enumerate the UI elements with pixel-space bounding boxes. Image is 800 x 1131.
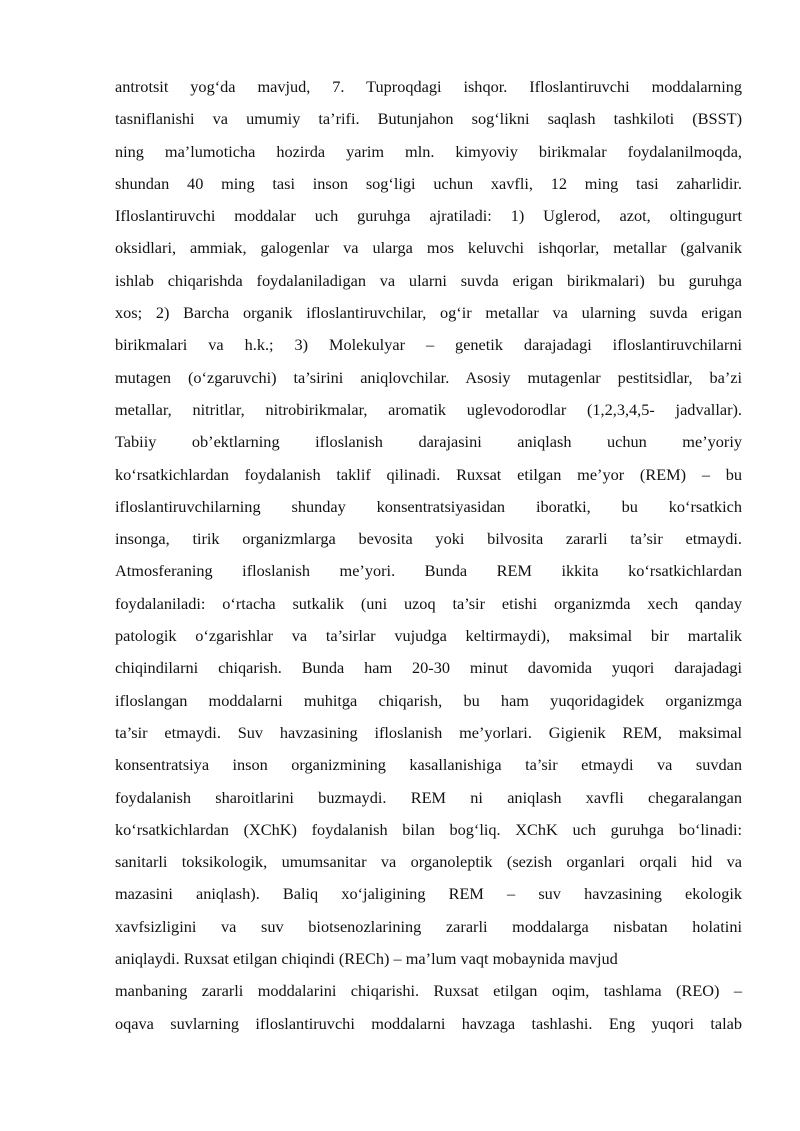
body-text — [115, 71, 742, 1040]
text-line-12: Tabiiy ob’ektlarning ifloslanish darajasini aniqlash uchun me’yoriy — [115, 432, 742, 452]
text-line-13: ko‘rsatkichlardan foydalanish taklif qilinadi. Ruxsat etilgan me’yor (REM) – bu — [115, 464, 742, 484]
text-line-6: oksidlari, ammiak, galogenlar va ularga mos keluvchi ishqorlar, metallar (galvanik — [115, 238, 742, 258]
text-line-23: foydalanish sharoitlarini buzmaydi. REM ni aniqlash xavfli chegaralangan — [115, 787, 742, 807]
text-line-17: foydalaniladi: o‘rtacha sutkalik (uni uzoq ta’sir etishi organizmda xech qanday — [115, 593, 742, 613]
text-line-11: metallar, nitritlar, nitrobirikmalar, aromatik uglevodorodlar (1,2,3,4,5- jadvallar). — [115, 399, 742, 419]
text-line-16: Atmosferaning ifloslanish me’yori. Bunda REM ikkita ko‘rsatkichlardan — [115, 561, 742, 581]
text-line-20: ifloslangan moddalarni muhitga chiqarish, bu ham yuqoridagidek organizmga — [115, 690, 742, 710]
text-line-2: tasniflanishi va umumiy ta’rifi. Butunjahon sog‘likni saqlash tashkiloti (BSST) — [115, 109, 742, 129]
text-line-30: oqava suvlarning ifloslantiruvchi moddalarni havzaga tashlashi. Eng yuqori talab — [115, 1013, 742, 1033]
text-line-28: aniqlaydi. Ruxsat etilgan chiqindi (REСh) – ma’lum vaqt mobaynida mavjud — [115, 949, 618, 969]
text-line-21: ta’sir etmaydi. Suv havzasining ifloslanish me’yorlari. Gigienik REM, maksimal — [115, 722, 742, 742]
text-line-5: Ifloslantiruvchi moddalar uch guruhga ajratiladi: 1) Uglerod, azot, oltingugurt — [115, 206, 742, 226]
text-line-14: ifloslantiruvchilarning shunday konsentratsiyasidan iboratki, bu ko‘rsatkich — [115, 496, 742, 516]
text-line-10: mutagen (o‘zgaruvchi) ta’sirini aniqlovchilar. Asosiy mutagenlar pestitsidlar, ba’zi — [115, 367, 742, 387]
text-line-24: ko‘rsatkichlardan (XChK) foydalanish bilan bog‘liq. XChK uch guruhga bo‘linadi: — [115, 819, 742, 839]
text-line-7: ishlab chiqarishda foydalaniladigan va ularni suvda erigan birikmalari) bu guruhga — [115, 270, 742, 290]
text-line-3: ning ma’lumoticha hozirda yarim mln. kimyoviy birikmalar foydalanilmoqda, — [115, 141, 742, 161]
text-line-25: sanitarli toksikologik, umumsanitar va organoleptik (sezish organlari orqali hid va — [115, 852, 742, 872]
text-line-29: manbaning zararli moddalarini chiqarishi. Ruxsat etilgan oqim, tashlama (REO) – — [115, 981, 742, 1001]
text-line-15: insonga, tirik organizmlarga bevosita yoki bilvosita zararli ta’sir etmaydi. — [115, 529, 742, 549]
text-line-8: xos; 2) Barcha organik ifloslantiruvchilar, og‘ir metallar va ularning suvda erigan — [115, 303, 742, 323]
text-line-19: chiqindilarni chiqarish. Bunda ham 20-30 minut davomida yuqori darajadagi — [115, 658, 742, 678]
text-line-9: birikmalari va h.k.; 3) Molekulyar – genetik darajadagi ifloslantiruvchilarni — [115, 335, 742, 355]
text-line-27: xavfsizligini va suv biotsenozlarining zararli moddalarga nisbatan holatini — [115, 916, 742, 936]
text-line-18: patologik o‘zgarishlar va ta’sirlar vujudga keltirmaydi), maksimal bir martalik — [115, 626, 742, 646]
text-line-22: konsentratsiya inson organizmining kasallanishiga ta’sir etmaydi va suvdan — [115, 755, 742, 775]
text-line-1: antrotsit yog‘da mavjud, 7. Tuproqdagi ishqor. Ifloslantiruvchi moddalarning — [115, 77, 742, 96]
text-line-4: shundan 40 ming tasi inson sog‘ligi uchun xavfli, 12 ming tasi zaharlidir. — [115, 173, 742, 193]
text-line-26: mazasini aniqlash). Baliq xo‘jaligining REM – suv havzasining ekologik — [115, 884, 742, 904]
